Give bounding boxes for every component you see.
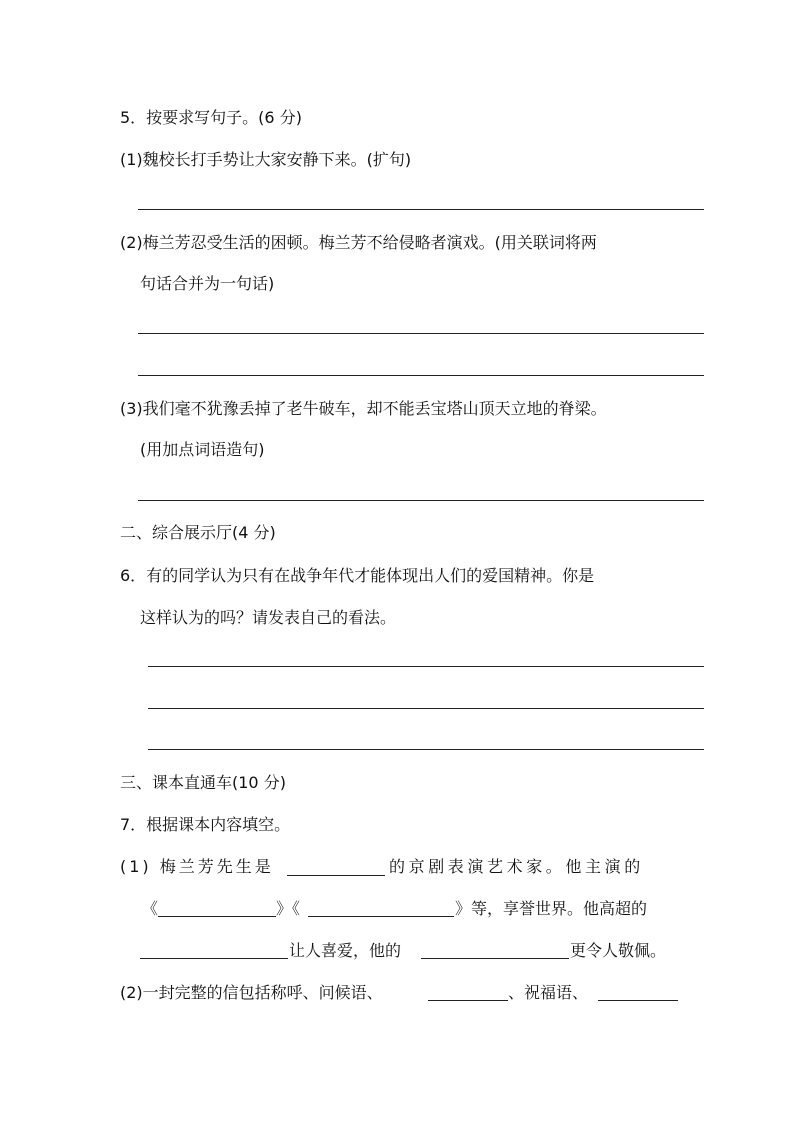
- section-2-title: 二、综合展示厅(4 分): [120, 523, 276, 542]
- fill-blank[interactable]: [158, 916, 276, 917]
- q7-1-after: 的京剧表演艺术家。他主演的: [389, 857, 644, 876]
- fill-blank[interactable]: [140, 958, 288, 959]
- q6-line2: 这样认为的吗？请发表自己的看法。: [140, 608, 397, 627]
- q5-sentence-3-line1: (3)我们毫不犹豫丢掉了老牛破车，却不能丢宝塔山顶天立地的脊梁。: [120, 399, 607, 418]
- q5-sentence-3-line2: (用加点词语造句): [140, 440, 265, 459]
- q7-1-mid: 让人喜爱，他的: [289, 941, 402, 960]
- q7-2-text: (2)一封完整的信包括称呼、问候语、: [120, 983, 383, 1002]
- answer-line[interactable]: [138, 209, 704, 210]
- q5-sentence-1: (1)魏校长打手势让大家安静下来。(扩句): [120, 150, 412, 169]
- answer-line[interactable]: [148, 708, 704, 709]
- q7-1-end: 更令人敬佩。: [570, 941, 667, 960]
- answer-line[interactable]: [148, 666, 704, 667]
- q7-1-open-bracket: 《: [142, 899, 159, 918]
- q7-2-separator: 、祝福语、: [508, 983, 589, 1002]
- q5-sentence-2-line1: (2)梅兰芳忍受生活的困顿。梅兰芳不给侵略者演戏。(用关联词将两: [120, 233, 597, 252]
- q7-1-prefix: (1) 梅兰芳先生是: [120, 857, 274, 876]
- answer-line[interactable]: [138, 375, 704, 376]
- answer-line[interactable]: [138, 500, 704, 501]
- q7-1-bracket-pair: 》《: [276, 899, 301, 918]
- fill-blank[interactable]: [287, 875, 385, 876]
- answer-line[interactable]: [148, 749, 704, 750]
- q6-line1: 6．有的同学认为只有在战争年代才能体现出人们的爱国精神。你是: [120, 566, 595, 585]
- q7-title: 7．根据课本内容填空。: [120, 815, 291, 834]
- fill-blank[interactable]: [421, 958, 569, 959]
- fill-blank[interactable]: [598, 1000, 678, 1001]
- section-3-title: 三、课本直通车(10 分): [120, 773, 286, 792]
- q5-title: 5．按要求写句子。(6 分): [120, 108, 302, 127]
- answer-line[interactable]: [138, 333, 704, 334]
- fill-blank[interactable]: [308, 916, 454, 917]
- fill-blank[interactable]: [428, 1000, 508, 1001]
- q5-sentence-2-line2: 句话合并为一句话): [140, 274, 275, 293]
- q7-1-after2: 》等，享誉世界。他高超的: [455, 899, 648, 918]
